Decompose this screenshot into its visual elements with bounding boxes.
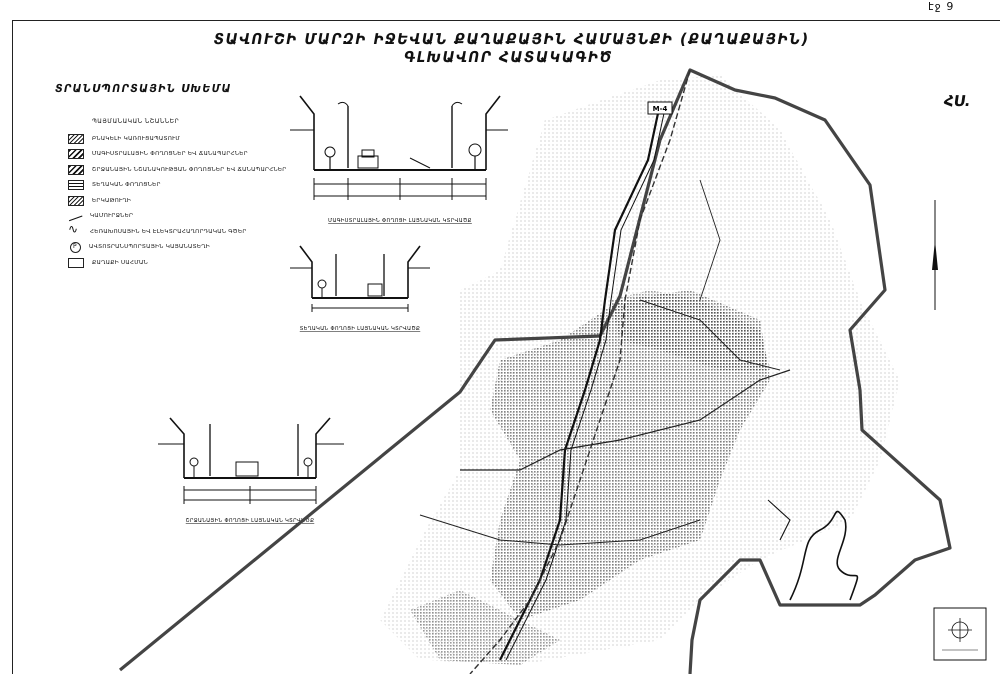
legend-item: ՇՐՋԱՆԱՅԻՆ ՆՇԱՆԱԿՈՒԹՅԱՆ ՓՈՂՈՑՆԵՐ ԵՎ ՃԱՆԱՊԱՐՀՆԵՐ — [68, 162, 288, 178]
legend-item: ՄԱԳԻՍՏՐԱԼԱՅԻՆ ՓՈՂՈՑՆԵՐ ԵՎ ՃԱՆԱՊԱՐՀՆԵՐ — [68, 147, 288, 163]
north-label: ՀՍ. — [942, 92, 972, 110]
legend-item: ԿԱՄՈՒՐՋՆԵՐ — [68, 209, 288, 225]
cross-section-caption: ՏԵՂԱԿԱՆ ՓՈՂՈՑԻ ԼԱՅՆԱԿԱՆ ԿՏՐՎԱԾՔ — [299, 326, 421, 332]
cross-section-caption: ՄԱԳԻՍՏՐԱԼԱՅԻՆ ՓՈՂՈՑԻ ԼԱՅՆԱԿԱՆ ԿՏՐՎԱԾՔ — [328, 218, 472, 224]
legend-subtitle: ՊԱՅՄԱՆԱԿԱՆ ՆՇԱՆՆԵՐ — [92, 118, 180, 125]
legend-item: ԲՆԱԿԵԼԻ ԿԱՌՈՒՑԱՊԱՏՈՒՄ — [68, 131, 288, 147]
highway-marker-label: M-4 — [652, 105, 668, 113]
page-number: էջ 9 — [928, 0, 955, 13]
legend-item: ՔԱՂԱՔԻ ՍԱՀՄԱՆ — [68, 255, 288, 271]
legend-item: ԵՐԿԱԹՈՒՂԻ — [68, 193, 288, 209]
legend-title: ՏՐԱՆՍՊՈՐՏԱՅԻՆ ՍԽԵՄԱ — [53, 82, 233, 95]
legend-item: P ԱՎՏՈՏՐԱՆՍՊՈՐՏԱՅԻՆ ԿԱՅԱՆԱՏԵՂԻ — [68, 240, 288, 256]
sheet-title: ՏԱՎՈՒՇԻ ՄԱՐԶԻ ԻՋԵՎԱՆ ՔԱՂԱՔԱՅԻՆ ՀԱՄԱՅՆՔԻ (ՔԱՂԱՔԱՅԻՆ) ԳԼԽԱՎՈՐ ՀԱՏԱԿԱԳԻԾ — [212, 30, 812, 66]
legend-item: ∿ ՀԵՌԱԽՈՍԱՅԻՆ ԵՎ ԷԼԵԿՏՐԱՀԱՂՈՐԴԱԿԱՆ ԳԾԵՐ — [68, 224, 288, 240]
legend-item: ՏԵՂԱԿԱՆ ՓՈՂՈՑՆԵՐ — [68, 178, 288, 194]
cross-section-caption: ՇՐՋԱՆԱՅԻՆ ՓՈՂՈՑԻ ԼԱՅՆԱԿԱՆ ԿՏՐՎԱԾՔ — [185, 518, 315, 524]
